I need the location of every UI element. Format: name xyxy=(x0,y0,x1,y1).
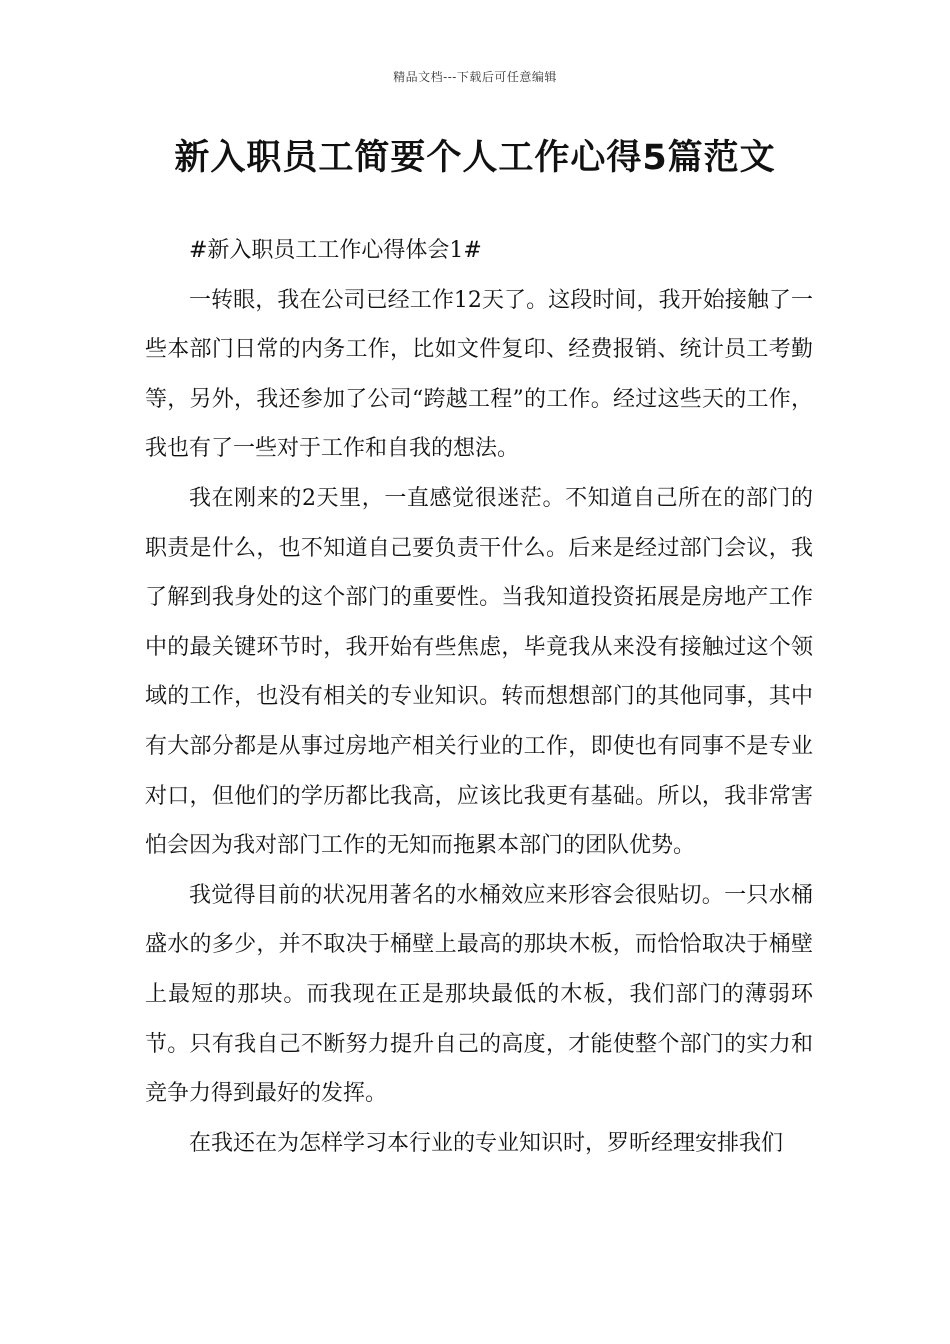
paragraph-2: 我在刚来的2天里，一直感觉很迷茫。不知道自己所在的部门的职责是什么，也不知道自己要负责干什么。后来是经过部门会议，我了解到我身处的这个部门的重要性。当我知道投资拓展是房地产工作中的最关键环节时，我开始有些焦虑，毕竟我从来没有接触过这个领域的工作，也没有相关的专业知识。转而想想部门的其他同事，其中有大部分都是从事过房地产相关行业的工作，即使也有同事不是专业对口，但他们的学历都比我高，应该比我更有基础。所以，我非常害怕会因为我对部门工作的无知而拖累本部门的团队优势。 xyxy=(145,485,813,859)
section-heading: #新入职员工工作心得体会1# xyxy=(189,238,482,263)
paragraph-4: 在我还在为怎样学习本行业的专业知识时，罗昕经理安排我们 xyxy=(189,1130,784,1156)
paragraph-1: 一转眼，我在公司已经工作12天了。这段时间，我开始接触了一些本部门日常的内务工作，比如文件复印、经费报销、统计员工考勤等，另外，我还参加了公司“跨越工程”的工作。经过这些天的工作，我也有了一些对于工作和自我的想法。 xyxy=(145,287,813,462)
header-note: 精品文档---下载后可任意编辑 xyxy=(393,70,557,84)
paragraph-3: 我觉得目前的状况用著名的水桶效应来形容会很贴切。一只水桶盛水的多少，并不取决于桶壁上最高的那块木板，而恰恰取决于桶壁上最短的那块。而我现在正是那块最低的木板，我们部门的薄弱环节。只有我自己不断努力提升自己的高度，才能使整个部门的实力和竞争力得到最好的发挥。 xyxy=(145,882,813,1107)
document-title: 新入职员工简要个人工作心得5篇范文 xyxy=(174,138,776,178)
document-body xyxy=(145,226,813,1168)
